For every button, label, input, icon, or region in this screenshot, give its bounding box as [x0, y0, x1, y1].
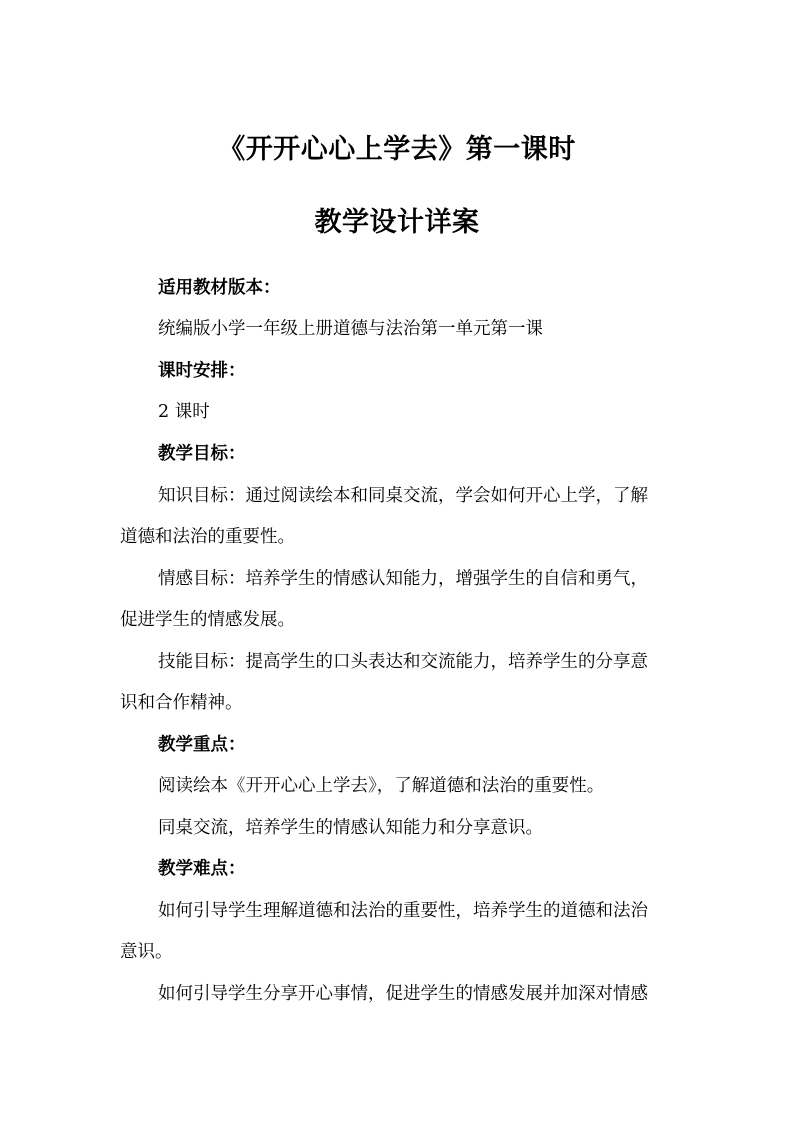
objective-skill-line1: 技能目标：提高学生的口头表达和交流能力，培养学生的分享意: [158, 652, 648, 672]
difficulty-item-line2: 意识。: [120, 942, 173, 962]
document-title-line2: 教学设计详案: [314, 207, 480, 238]
keypoints-heading: 教学重点：: [158, 735, 246, 755]
objective-emotion-line2: 促进学生的情感发展。: [120, 610, 295, 630]
keypoint-item: 阅读绘本《开开心心上学去》，了解道德和法治的重要性。: [158, 776, 605, 796]
difficulties-heading: 教学难点：: [158, 859, 246, 879]
objective-knowledge-line2: 道德和法治的重要性。: [120, 527, 295, 547]
textbook-version-heading: 适用教材版本：: [158, 278, 281, 298]
schedule-value: 2 课时: [158, 402, 210, 422]
objective-knowledge-line1: 知识目标：通过阅读绘本和同桌交流，学会如何开心上学，了解: [158, 486, 648, 506]
objective-emotion-line1: 情感目标：培养学生的情感认知能力，增强学生的自信和勇气，: [158, 569, 648, 589]
schedule-heading: 课时安排：: [158, 361, 246, 381]
difficulty-item-line1: 如何引导学生理解道德和法治的重要性，培养学生的道德和法治: [158, 901, 648, 921]
objective-skill-line2: 识和合作精神。: [120, 693, 243, 713]
textbook-version-value: 统编版小学一年级上册道德与法治第一单元第一课: [158, 319, 543, 339]
difficulty-item-line1: 如何引导学生分享开心事情，促进学生的情感发展并加深对情感: [158, 984, 648, 1004]
keypoint-item: 同桌交流，培养学生的情感认知能力和分享意识。: [158, 818, 543, 838]
objectives-heading: 教学目标：: [158, 444, 246, 464]
document-title-line1: 《开开心心上学去》第一课时: [218, 134, 576, 165]
